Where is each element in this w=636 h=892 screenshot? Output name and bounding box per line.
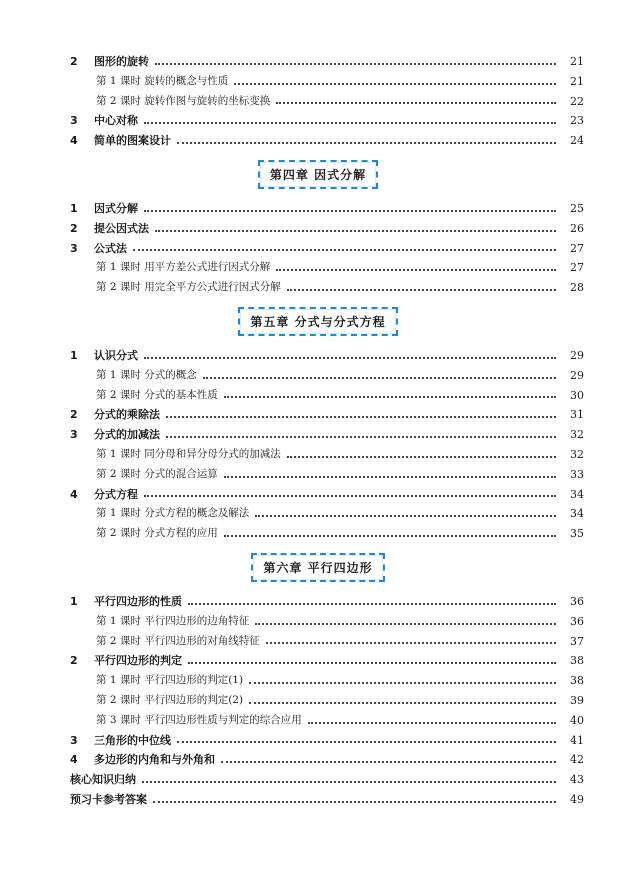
toc-entry-title: 第 3 课时 平行四边形性质与判定的综合应用 [96, 713, 302, 726]
toc-section-row[interactable] [0, 731, 636, 751]
toc-section-row[interactable] [0, 405, 636, 425]
dot-leader [177, 741, 556, 743]
toc-entry-title: 核心知识归纳 [70, 773, 136, 787]
page-number: 39 [570, 693, 584, 707]
dot-leader [234, 83, 556, 85]
toc-entry-title: 第 1 课时 平行四边形的边角特征 [96, 614, 250, 627]
toc-lesson-row[interactable] [0, 504, 636, 524]
toc-lesson-row[interactable] [0, 72, 636, 92]
section-number: 3 [70, 428, 78, 442]
toc-lesson-row[interactable] [0, 671, 636, 691]
toc-section-row[interactable] [0, 651, 636, 671]
page-number: 29 [570, 368, 584, 382]
toc-lesson-row[interactable] [0, 691, 636, 711]
toc-entry-title: 第 1 课时 用平方差公式进行因式分解 [96, 261, 271, 274]
section-number: 2 [70, 654, 78, 668]
dot-leader [188, 603, 556, 605]
chapter-heading: 第五章 分式与分式方程 [238, 307, 397, 336]
page-number: 35 [570, 527, 584, 541]
page-number: 38 [570, 654, 584, 668]
dot-leader [276, 269, 556, 271]
chapter-heading-wrap [0, 151, 636, 199]
dot-leader [249, 702, 556, 704]
page-number: 34 [570, 507, 584, 521]
toc-section-row[interactable] [0, 239, 636, 259]
dot-leader [287, 456, 556, 458]
toc-section-row[interactable] [0, 750, 636, 770]
section-number: 2 [70, 408, 78, 422]
dot-leader [153, 801, 556, 803]
toc-entry-title: 认识分式 [94, 348, 138, 362]
page-number: 36 [570, 614, 584, 628]
toc-section-row[interactable] [0, 52, 636, 72]
toc-entry-title: 第 1 课时 同分母和异分母分式的加减法 [96, 447, 281, 460]
dot-leader [144, 122, 556, 124]
dot-leader [255, 623, 556, 625]
dot-leader [224, 535, 556, 537]
toc-entry-title: 因式分解 [94, 201, 138, 215]
page-number: 37 [570, 634, 584, 648]
toc-entry-title: 第 1 课时 平行四边形的判定(1) [96, 674, 244, 687]
chapter-heading: 第四章 因式分解 [258, 160, 378, 189]
toc-appendix-row[interactable] [0, 770, 636, 790]
dot-leader [166, 416, 556, 418]
toc-entry-title: 中心对称 [94, 114, 138, 128]
toc-entry-title: 第 1 课时 分式的概念 [96, 368, 197, 381]
dot-leader [133, 249, 556, 251]
toc-section-row[interactable] [0, 592, 636, 612]
dot-leader [308, 722, 556, 724]
toc-entry-title: 平行四边形的判定 [94, 654, 182, 668]
page-number: 41 [570, 733, 584, 747]
section-number: 2 [70, 55, 78, 68]
toc-section-row[interactable] [0, 485, 636, 505]
page-number: 31 [570, 408, 584, 422]
toc-lesson-row[interactable] [0, 711, 636, 731]
page-number: 22 [570, 94, 584, 108]
toc-section-row[interactable] [0, 219, 636, 239]
page-number: 43 [570, 773, 584, 787]
chapter-heading-wrap [0, 544, 636, 592]
toc-entry-title: 简单的图案设计 [94, 134, 171, 148]
dot-leader [287, 289, 556, 291]
page-number: 29 [570, 348, 584, 362]
toc-lesson-row[interactable] [0, 258, 636, 278]
toc-lesson-row[interactable] [0, 278, 636, 298]
toc-lesson-row[interactable] [0, 524, 636, 544]
toc-entry-title: 第 2 课时 分式方程的应用 [96, 527, 218, 540]
section-number: 4 [70, 487, 78, 501]
page-number: 27 [570, 241, 584, 255]
section-number: 2 [70, 221, 78, 235]
toc-entry-title: 分式的乘除法 [94, 408, 160, 422]
toc-entry-title: 第 2 课时 旋转作图与旋转的坐标变换 [96, 94, 271, 107]
page-number: 26 [570, 221, 584, 235]
dot-leader [155, 230, 556, 232]
dot-leader [166, 436, 556, 438]
toc-entry-title: 图形的旋转 [94, 55, 149, 68]
page-number: 21 [570, 74, 584, 88]
toc-section-row[interactable] [0, 131, 636, 151]
section-number: 1 [70, 348, 78, 362]
section-number: 1 [70, 594, 78, 608]
toc-lesson-row[interactable] [0, 632, 636, 652]
toc-entry-title: 第 2 课时 用完全平方公式进行因式分解 [96, 281, 281, 294]
dot-leader [144, 210, 556, 212]
toc-entry-title: 第 2 课时 平行四边形的对角线特征 [96, 634, 260, 647]
section-number: 3 [70, 241, 78, 255]
page-number: 25 [570, 201, 584, 215]
toc-entry-title: 第 2 课时 分式的混合运算 [96, 467, 218, 480]
page-number: 21 [570, 55, 584, 68]
toc-appendix-row[interactable] [0, 790, 636, 810]
dot-leader [177, 142, 556, 144]
page-number: 36 [570, 594, 584, 608]
page-number: 49 [570, 792, 584, 806]
page-number: 42 [570, 753, 584, 767]
toc-entry-title: 第 1 课时 分式方程的概念及解法 [96, 507, 250, 520]
toc-section-row[interactable] [0, 346, 636, 366]
toc-lesson-row[interactable] [0, 612, 636, 632]
dot-leader [144, 357, 556, 359]
dot-leader [224, 396, 556, 398]
toc-section-row[interactable] [0, 111, 636, 131]
dot-leader [266, 642, 556, 644]
page-number: 32 [570, 428, 584, 442]
dot-leader [224, 476, 556, 478]
page-number: 30 [570, 388, 584, 402]
chapter-heading: 第六章 平行四边形 [251, 553, 384, 582]
page-number: 40 [570, 713, 584, 727]
page-number: 38 [570, 674, 584, 688]
dot-leader [249, 682, 556, 684]
page-number: 24 [570, 134, 584, 148]
page-number: 32 [570, 447, 584, 461]
dot-leader [255, 515, 556, 517]
toc-entry-title: 多边形的内角和与外角和 [94, 753, 215, 767]
toc-entry-title: 第 2 课时 分式的基本性质 [96, 388, 218, 401]
toc-lesson-row[interactable] [0, 445, 636, 465]
toc-entry-title: 预习卡参考答案 [70, 792, 147, 806]
dot-leader [142, 781, 556, 783]
toc-section-row[interactable] [0, 425, 636, 445]
toc-entry-title: 提公因式法 [94, 221, 149, 235]
toc-lesson-row[interactable] [0, 92, 636, 112]
toc-section-row[interactable] [0, 199, 636, 219]
toc-entry-title: 第 1 课时 旋转的概念与性质 [96, 74, 229, 87]
toc-entry-title: 三角形的中位线 [94, 733, 171, 747]
toc-entry-title: 第 2 课时 平行四边形的判定(2) [96, 693, 244, 706]
page-number: 34 [570, 487, 584, 501]
section-number: 3 [70, 733, 78, 747]
section-number: 1 [70, 201, 78, 215]
dot-leader [276, 102, 556, 104]
page-number: 27 [570, 261, 584, 275]
toc-lesson-row[interactable] [0, 366, 636, 386]
dot-leader [155, 63, 556, 65]
dot-leader [188, 662, 556, 664]
table-of-contents [0, 52, 636, 810]
toc-entry-title: 公式法 [94, 241, 127, 255]
section-number: 3 [70, 114, 78, 128]
dot-leader [203, 377, 556, 379]
toc-entry-title: 分式方程 [94, 487, 138, 501]
page-number: 28 [570, 281, 584, 295]
section-number: 4 [70, 753, 78, 767]
chapter-heading-wrap [0, 298, 636, 346]
section-number: 4 [70, 134, 78, 148]
page-number: 33 [570, 467, 584, 481]
toc-lesson-row[interactable] [0, 465, 636, 485]
toc-lesson-row[interactable] [0, 386, 636, 406]
dot-leader [221, 761, 556, 763]
toc-entry-title: 平行四边形的性质 [94, 594, 182, 608]
page-number: 23 [570, 114, 584, 128]
toc-entry-title: 分式的加减法 [94, 428, 160, 442]
dot-leader [144, 495, 556, 497]
